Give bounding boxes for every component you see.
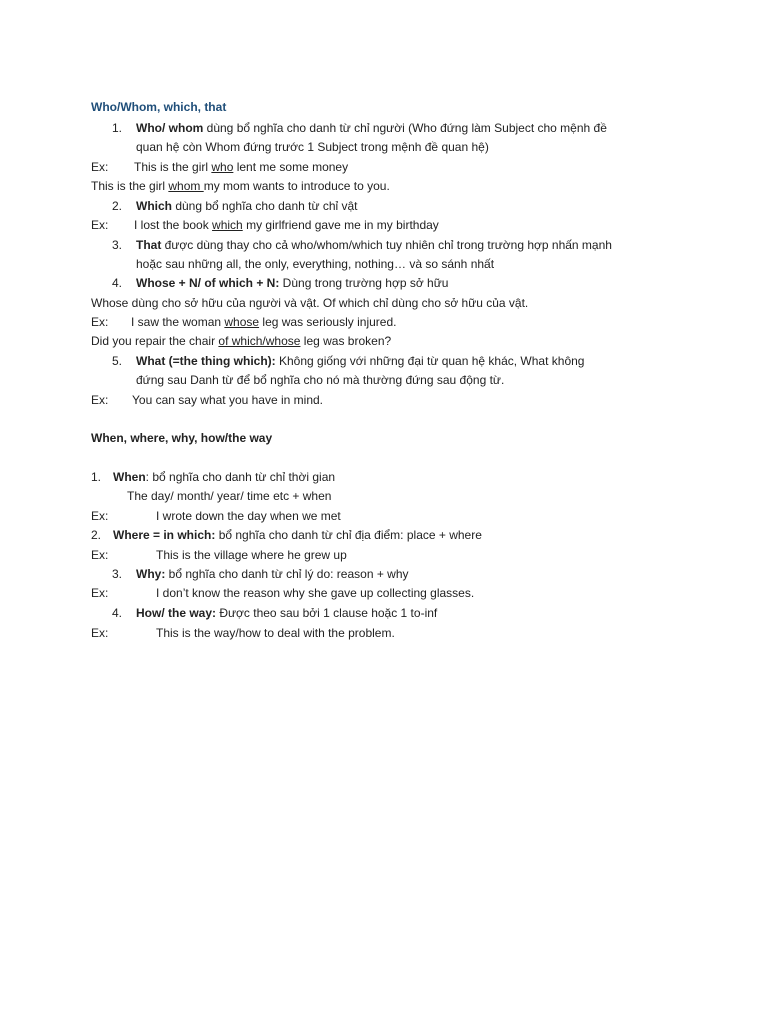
list-number: 2. bbox=[91, 528, 102, 542]
list-item-continuation: quan hệ còn Whom đứng trước 1 Subject trong mệnh đề quan hệ) bbox=[136, 140, 489, 154]
list-item-what bbox=[136, 353, 584, 369]
term: That bbox=[136, 238, 162, 252]
term: When bbox=[113, 470, 146, 484]
list-item-continuation: đứng sau Danh từ để bổ nghĩa cho nó mà thường đứng sau động từ. bbox=[136, 373, 505, 387]
list-number: 1. bbox=[91, 470, 102, 484]
definition: Dùng trong trường hợp sở hữu bbox=[279, 276, 449, 290]
list-item-why bbox=[136, 566, 409, 582]
list-number: 3. bbox=[112, 567, 123, 581]
list-item-whose bbox=[136, 275, 448, 291]
example-sentence: I wrote down the day when we met bbox=[156, 509, 341, 523]
example-label: Ex: bbox=[91, 160, 109, 174]
list-item-continuation: hoặc sau những all, the only, everything, nothing… và so sánh nhất bbox=[136, 257, 495, 271]
term: Why: bbox=[136, 567, 166, 581]
list-item-when bbox=[113, 469, 335, 485]
definition: Được theo sau bởi 1 clause hoặc 1 to-inf bbox=[216, 606, 438, 620]
term: Who/ whom bbox=[136, 121, 204, 135]
example-sentence: You can say what you have in mind. bbox=[132, 393, 324, 407]
example-label: Ex: bbox=[91, 548, 109, 562]
underlined-word: of which/whose bbox=[218, 334, 301, 348]
example-label: Ex: bbox=[91, 509, 109, 523]
list-number: 4. bbox=[112, 276, 123, 290]
list-number: 5. bbox=[112, 354, 123, 368]
definition: bổ nghĩa cho danh từ chỉ địa điểm: place + where bbox=[215, 528, 482, 542]
example-sentence: Did you repair the chair of which/whose leg was broken? bbox=[91, 334, 392, 348]
list-item-how bbox=[136, 605, 437, 621]
list-item-that bbox=[136, 237, 612, 253]
definition: được dùng thay cho cả who/whom/which tuy nhiên chỉ trong trường hợp nhấn mạnh bbox=[161, 238, 612, 252]
example-label: Ex: bbox=[91, 218, 109, 232]
example-sentence: This is the way/how to deal with the problem. bbox=[156, 626, 395, 640]
term: Whose + N/ of which + N: bbox=[136, 276, 280, 290]
list-item-who-whom bbox=[136, 120, 607, 136]
list-number: 2. bbox=[112, 199, 123, 213]
underlined-word: whom bbox=[168, 179, 204, 193]
example-sentence: This is the girl who lent me some money bbox=[134, 160, 349, 174]
term: What (=the thing which): bbox=[136, 354, 276, 368]
definition: bổ nghĩa cho danh từ chỉ lý do: reason + why bbox=[165, 567, 409, 581]
definition: : bổ nghĩa cho danh từ chỉ thời gian bbox=[145, 470, 336, 484]
term: Where = in which: bbox=[113, 528, 216, 542]
list-number: 1. bbox=[112, 121, 123, 135]
list-number: 3. bbox=[112, 238, 123, 252]
underlined-word: whose bbox=[224, 315, 260, 329]
section-heading-relative-adverbs: When, where, why, how/the way bbox=[91, 431, 273, 445]
list-item-which bbox=[136, 198, 358, 214]
list-number: 4. bbox=[112, 606, 123, 620]
example-label: Ex: bbox=[91, 626, 109, 640]
section-heading-relative-pronouns: Who/Whom, which, that bbox=[91, 100, 227, 114]
definition: dùng bổ nghĩa cho danh từ chỉ vật bbox=[172, 199, 358, 213]
underlined-word: who bbox=[211, 160, 234, 174]
term: Which bbox=[136, 199, 172, 213]
example-sentence: I lost the book which my girlfriend gave me in my birthday bbox=[134, 218, 439, 232]
example-sentence: I don’t know the reason why she gave up collecting glasses. bbox=[156, 586, 475, 600]
underlined-word: which bbox=[212, 218, 243, 232]
definition: Không giống với những đại từ quan hệ khác, What không bbox=[275, 354, 585, 368]
example-label: Ex: bbox=[91, 315, 109, 329]
example-sentence: I saw the woman whose leg was seriously injured. bbox=[131, 315, 397, 329]
term: How/ the way: bbox=[136, 606, 217, 620]
example-sentence: This is the girl whom my mom wants to introduce to you. bbox=[91, 179, 390, 193]
whose-note: Whose dùng cho sở hữu của người và vật. Of which chỉ dùng cho sở hữu của vật. bbox=[91, 296, 529, 310]
list-item-where bbox=[113, 527, 482, 543]
example-sentence: This is the village where he grew up bbox=[156, 548, 347, 562]
example-label: Ex: bbox=[91, 586, 109, 600]
definition: dùng bổ nghĩa cho danh từ chỉ người (Who đứng làm Subject cho mệnh đề bbox=[203, 121, 607, 135]
example-label: Ex: bbox=[91, 393, 109, 407]
list-item-continuation: The day/ month/ year/ time etc + when bbox=[127, 489, 332, 503]
